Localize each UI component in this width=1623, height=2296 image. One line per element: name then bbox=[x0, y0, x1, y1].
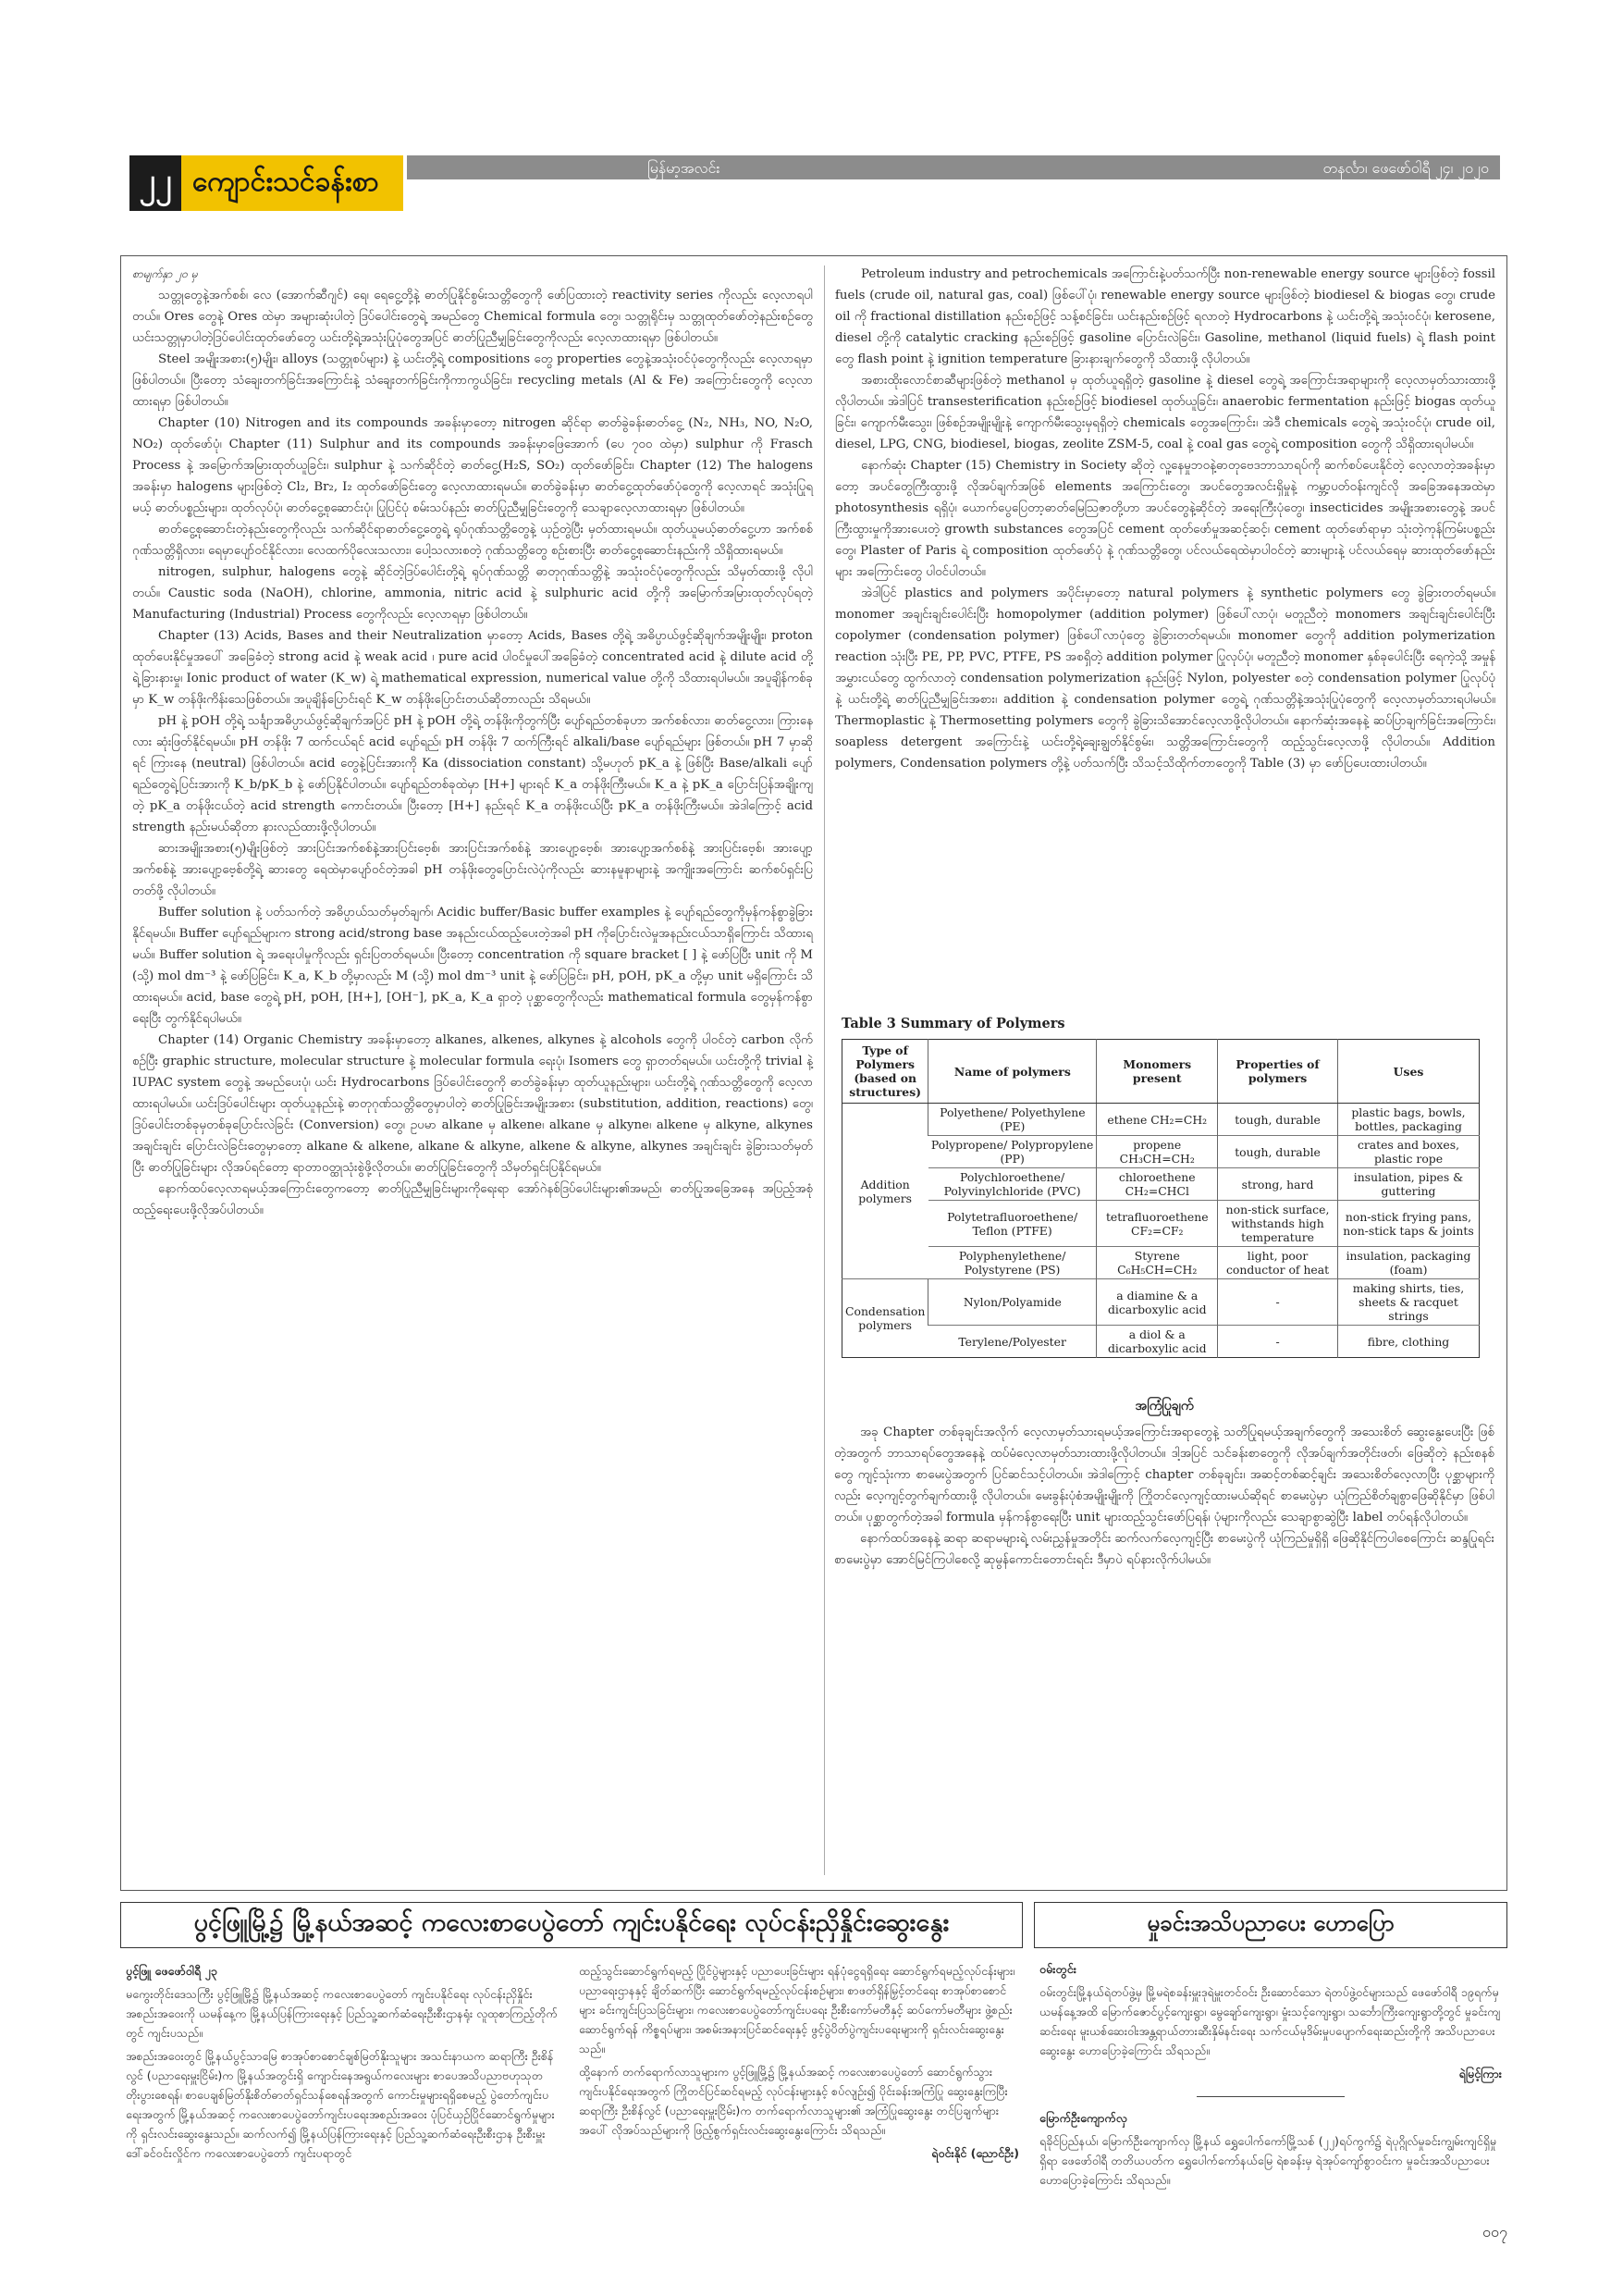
paragraph: အစားထိုးလောင်စာဆီများဖြစ်တဲ့ methanol မှ ထုတ်ယူရရှိတဲ့ gasoline နဲ့ diesel တွေရဲ့ အကြောင်းအရာများကို လေ့လာမှတ်သားထားဖို့လိုပါတယ်။ အဲဒါပြင် transesterification နည်းစဉ်ဖြင့် biodiesel ထုတ်ယူခြင်း၊ anaerobic fermentation နည်းဖြင့် biogas ထုတ်ယူခြင်း၊ ကျောက်မီးသွေး၊ ဖြစ်စဉ်အမျိုးမျိုးနဲ့ ကျောက်မီးသွေးမှရရှိတဲ့ chemicals တွေအကြောင်း၊ အဲဒီ chemicals တွေရဲ့ အသုံးဝင်ပုံ၊ crude oil, diesel, LPG, CNG, biodiesel, biogas, zeolite ZSM-5, coal နဲ့ coal gas တွေရဲ့ composition တွေကို သိရှိထားရပါမယ်။ bbox=[835, 374, 1495, 451]
polymer-name: Polypropene/ Polypropylene (PP) bbox=[928, 1136, 1097, 1168]
side-dateline: ဝမ်းတွင်း bbox=[1039, 1962, 1076, 1976]
polymer-monomer: Styrene C₆H₅CH=CH₂ bbox=[1097, 1247, 1218, 1279]
table-row bbox=[842, 1168, 1480, 1201]
polymer-uses: non-stick frying pans, non-stick taps & joints bbox=[1337, 1201, 1479, 1247]
paragraph: နောက်ထပ်အနေနဲ့ ဆရာ ဆရာမများရဲ့ လမ်းညွှန်မှုအတိုင်း ဆက်လက်လေ့ကျင့်ပြီး စာမေးပွဲကို ယုံကြည်မှုရှိရှိ ဖြေဆိုနိုင်ကြပါစေကြောင်း ဆန္ဒပြုရင်း စာမေးပွဲမှာ အောင်မြင်ကြပါစေလို့ ဆုမွန်ကောင်းတောင်းရင်း ဒီမှာပဲ ရပ်နားလိုက်ပါမယ်။ bbox=[834, 1532, 1494, 1567]
paragraph: နောက်ဆုံး Chapter (15) Chemistry in Society ဆိုတဲ့ လူ့နေမှုဘဝနဲ့ဓာတုဗေဒဘာသာရပ်ကို ဆက်စပ်ပေးနိုင်တဲ့ လေ့လာတဲ့အခန်းမှာတော့ အပင်တွေကြီးထွားဖို့ လိုအပ်ချက်အဖြစ် elements အကြောင်းတွေ၊ အပင်တွေအလင်းရှိမှုနဲ့ ကမ္ဘာ့ပတ်ဝန်းကျင်လို အခြေအနေအထဲမှာ photosynthesis ရရှိပုံ၊ ယောက်ပွေပြေတာ့ဓာတ်မြေသြဇာတို့ဟာ အပင်တွေနဲ့ဆိုင်တဲ့ အရေးကြီးပုံတွေ၊ insecticides အမျိုးအစားတွေနဲ့ အပင်ကြီးထွားမှုကိုအားပေးတဲ့ growth substances တွေအပြင် cement ထုတ်ဖော်မှုအဆင့်ဆင့်၊ cement ထုတ်ဖော်ရာမှာ သုံးတဲ့ကုန်ကြမ်းပစ္စည်းတွေ၊ Plaster of Paris ရဲ့ composition ထုတ်ဖော်ပုံ နဲ့ ဂုဏ်သတ္တိတွေ၊ ပင်လယ်ရေထဲမှာပါဝင်တဲ့ ဆားများနဲ့ ပင်လယ်ရေမှ ဆားထုတ်ဖော်နည်းများ အကြောင်းတွေ ပါဝင်ပါတယ်။ bbox=[835, 459, 1495, 579]
side-body bbox=[1039, 1959, 1502, 2193]
polymer-uses: insulation, pipes & guttering bbox=[1337, 1168, 1479, 1201]
polymer-name: Polyethene/ Polyethylene (PE) bbox=[928, 1104, 1097, 1136]
polymer-properties: light, poor conductor of heat bbox=[1218, 1247, 1338, 1279]
polymer-table-block bbox=[834, 1016, 1494, 1358]
polymer-properties: - bbox=[1218, 1326, 1338, 1358]
table-title: Table 3 Summary of Polymers bbox=[842, 1016, 1065, 1031]
paragraph: ထို့နောက် တက်ရောက်လာသူများက ပွင့်ဖြူမြို့၌ မြို့နယ်အဆင့် ကလေးစာပေပွဲတော် ဆောင်ရွက်သွားကျင်းပနိုင်ရေးအတွက် ကြိုတင်ပြင်ဆင်ရမည့် လုပ်ငန်းများနှင့် စပ်လျဉ်း၍ ပိုင်းခန်းအကြံပြု ဆွေးနွေးကြပြီး ဆရာကြီး ဦးစိန်လွင် (ပညာရေးမှူးငြိမ်း)က တက်ရောက်လာသူများ၏ အကြံပြုဆွေးနွေး တင်ပြချက်များအပေါ် လိုအပ်သည်များကို ဖြည့်စွက်ရှင်းလင်းဆွေးနွေးကြောင်း သိရသည်။ bbox=[579, 2065, 1008, 2137]
news-column-1 bbox=[126, 1961, 560, 2166]
table-header: Properties of polymers bbox=[1218, 1040, 1338, 1104]
paragraph: Chapter (14) Organic Chemistry အခန်းမှာတော့ alkanes, alkenes, alkynes နဲ့ alcohols တွေကို ပါဝင်တဲ့ carbon လိုက်စဉ်ပြီး graphic structure, molecular structure နဲ့ molecular formula ရေးပုံ၊ Isomers တွေ ရှာတတ်ရမယ်။ ယင်းတို့ကို trivial နဲ့ IUPAC system တွေနဲ့ အမည်ပေးပုံ၊ ယင်း Hydrocarbons ဒြပ်ပေါင်းတွေကို ဓာတ်ခွဲခန်းမှာ ထုတ်ယူနည်းများ၊ ယင်းတို့ရဲ့ ဂုဏ်သတ္တိတွေကို လေ့လာထားရပါမယ်။ ယင်းဒြပ်ပေါင်းများ ထုတ်ယူနည်းနဲ့ ဓာတုဂုဏ်သတ္တိတွေမှာပါတဲ့ ဓာတ်ပြုခြင်းအမျိုးအစား (substitution, addition, reactions) တွေ၊ ဒြပ်ပေါင်းတစ်ခုမှတစ်ခုပြောင်းလဲခြင်း (Conversion) တွေ၊ ဥပမာ alkane မှ alkene၊ alkane မှ alkyne၊ alkene မှ alkyne, alkynes အချင်းချင်း ပြောင်းလဲခြင်းတွေမှာတော့ alkane & alkene, alkane & alkyne, alkene & alkyne, alkynes အချင်းချင်း ခွဲခြားသတ်မှတ်ပြီး ဓာတ်ပြုခြင်းများ လိုအပ်ရင်တော့ ရာတာဝတ္ထုသုံးစွဲဖို့လိုတယ်။ ဓာတ်ပြုခြင်းတွေကို သိမှတ်ရှင်းပြနိုင်ရမယ်။ bbox=[132, 1033, 813, 1175]
polymer-type: Addition polymers bbox=[842, 1104, 928, 1279]
table-row bbox=[842, 1247, 1480, 1279]
polymer-uses: fibre, clothing bbox=[1337, 1326, 1479, 1358]
page-number: ၂၂ bbox=[129, 155, 181, 211]
table-row bbox=[842, 1104, 1480, 1136]
polymer-monomer: propene CH₃CH=CH₂ bbox=[1097, 1136, 1218, 1168]
paragraph: အဲဒါပြင် plastics and polymers အပိုင်းမှာတော့ natural polymers နဲ့ synthetic polymers တွေ ခွဲခြားတတ်ရမယ်။ monomer အချင်းချင်းပေါင်းပြီး homopolymer (addition polymer) ဖြစ်ပေါ်လာပုံ၊ မတူညီတဲ့ monomers အချင်းချင်းပေါင်းပြီး copolymer (condensation polymer) ဖြစ်ပေါ်လာပုံတွေ ခွဲခြားတတ်ရမယ်။ monomer တွေကို addition polymerization reaction သုံးပြီး PE, PP, PVC, PTFE, PS အစရှိတဲ့ addition polymer ပြုလုပ်ပုံ၊ မတူညီတဲ့ monomer နှစ်ခုပေါင်းပြီး ရေကဲ့သို့ အမှုန်အမွှားငယ်တွေ ထွက်လာတဲ့ condensation polymerization နည်းဖြင့် Nylon, polyester စတဲ့ condensation polymer ပြုလုပ်ပုံနဲ့ ယင်းတို့ရဲ့ ဓာတ်ပြုညီမျှခြင်းအစား၊ addition နဲ့ condensation polymer တွေရဲ့ ဂုဏ်သတ္တိနဲ့အသုံးပြုပုံတွေကို လေ့လာမှတ်သားရပါမယ်။ Thermoplastic နဲ့ Thermosetting polymers တွေကို ခွဲခြားသိအောင်လေ့လာဖို့လိုပါတယ်။ နောက်ဆုံးအနေနဲ့ ဆပ်ပြာချက်ခြင်းအကြောင်း၊ soapless detergent အကြောင်းနဲ့ ယင်းတို့ရဲ့ချေးချွတ်နိုင်စွမ်း၊ သတ္တိအကြောင်းတွေကို ထည့်သွင်းလေ့လာဖို့ လိုပါတယ်။ Addition polymers, Condensation polymers တို့နဲ့ ပတ်သက်ပြီး သိသင့်သိထိုက်တာတွေကို Table (3) မှာ ဖော်ပြပေးထားပါတယ်။ bbox=[835, 586, 1495, 771]
side-divider bbox=[1197, 2096, 1345, 2097]
polymer-name: Polychloroethene/ Polyvinylchloride (PVC) bbox=[928, 1168, 1097, 1201]
table-row bbox=[842, 1279, 1480, 1326]
side-news bbox=[1034, 1902, 1507, 2244]
paragraph: နောက်ထပ်လေ့လာရမယ့်အကြောင်းတွေကတော့ ဓာတ်ပြုညီမျှခြင်းများကိုရေးရာ အော်ဂဲနစ်ဒြပ်ပေါင်းများ၏အမည်၊ ဓာတ်ပြုအခြေအနေ အပြည့်အစုံ ထည့်ရေးပေးဖို့လိုအပ်ပါတယ်။ bbox=[132, 1182, 813, 1217]
polymer-uses: plastic bags, bowls, bottles, packaging bbox=[1337, 1104, 1479, 1136]
paragraph: nitrogen, sulphur, halogens တွေနဲ့ ဆိုင်တဲ့ဒြပ်ပေါင်းတို့ရဲ့ ရုပ်ဂုဏ်သတ္တိ ဓာတုဂုဏ်သတ္တိနဲ့ အသုံးဝင်ပုံတွေကိုလည်း သိမှတ်ထားဖို့ လိုပါတယ်။ Caustic soda (NaOH), chlorine, ammonia, nitric acid နဲ့ sulphuric acid တို့ကို အမြောက်အမြားထုတ်လုပ်ရတဲ့ Manufacturing (Industrial) Process တွေကိုလည်း လေ့လာရမှာ ဖြစ်ပါတယ်။ bbox=[132, 565, 813, 622]
summary-heading: အကြံပြုချက် bbox=[1135, 1399, 1194, 1413]
section-title: ကျောင်းသင်ခန်းစာ bbox=[181, 155, 403, 211]
polymer-name: Polytetrafluoroethene/ Teflon (PTFE) bbox=[928, 1201, 1097, 1247]
news-headline: ပွင့်ဖြူမြို့၌ မြို့နယ်အဆင့် ကလေးစာပေပွဲတော် ကျင်းပနိုင်ရေး လုပ်ငန်းညှိနှိုင်းဆွေးနွေး bbox=[120, 1902, 1023, 1948]
paragraph: အစည်းအဝေးတွင် မြို့နယ်ပွင့်သာမြေ စာအုပ်စာစောင်ချစ်မြတ်နိုးသူများ အသင်းနာယက ဆရာကြီး ဦးစိန်လွင် (ပညာရေးမှူးငြိမ်း)က မြို့နယ်အတွင်းရှိ ကျောင်းနေအရွယ်ကလေးများ စာပေအသိပညာဗဟုသုတ တိုးပွားစေရန်၊ စာပေချစ်မြတ်နိုးစိတ်ဓာတ်ရှင်သန်စေရန်အတွက် ကောင်းမှုများရရှိစေမည့် ပွဲတော်ကျင်းပရေးအတွက် မြို့နယ်အဆင့် ကလေးစာပေပွဲတော်ကျင်းပရေးအစည်းအဝေး ပုံပြင်ယှဉ်ပြိုင်ဆောင်ရွက်မှုများကို ရှင်းလင်းဆွေးနွေးသည်။ ဆက်လက်၍ မြို့နယ်ပြန်ကြားရေးနှင့် ပြည်သူ့ဆက်ဆံရေးဦးစီးဌာန ဦးစီးမှူး ဒေါ်ခင်ဝင်းလှိုင်က ကလေးစာပေပွဲတော် ကျင်းပရာတွင် bbox=[126, 2049, 555, 2160]
polymer-name: Polyphenylethene/ Polystyrene (PS) bbox=[928, 1247, 1097, 1279]
paragraph: အခု Chapter တစ်ခုချင်းအလိုက် လေ့လာမှတ်သားရမယ့်အကြောင်းအရာတွေနဲ့ သတိပြုရမယ့်အချက်တွေကို အသေးစိတ် ဆွေးနွေးပေးပြီး ဖြစ်တဲ့အတွက် ဘာသာရပ်တွေအနေနဲ့ ထပ်မံလေ့လာမှတ်သားထားဖို့လိုပါတယ်။ ဒါ့အပြင် သင်ခန်းစာတွေကို လိုအပ်ချက်အတိုင်းဖတ်၊ ဖြေဆိုတဲ့ နည်းစနစ်တွေ ကျင့်သုံးကာ စာမေးပွဲအတွက် ပြင်ဆင်သင့်ပါတယ်။ အဲဒါကြောင့် chapter တစ်ခုချင်း၊ အဆင့်တစ်ဆင့်ချင်း အသေးစိတ်လေ့လာပြီး ပုစ္ဆာများကိုလည်း လေ့ကျင့်တွက်ချက်ထားဖို့ လိုပါတယ်။ မေးခွန်းပုံစံအမျိုးမျိုးကို ကြိုတင်လေ့ကျင့်ထားမယ်ဆိုရင် စာမေးပွဲမှာ ယုံကြည်စိတ်ချစွာဖြေဆိုနိုင်မှာ ဖြစ်ပါတယ်။ ပုစ္ဆာတွက်တဲ့အခါ formula မှန်ကန်စွာရေးပြီး unit များထည့်သွင်းဖော်ပြရန်၊ ပုံများကိုလည်း သေချာစွာဆွဲပြီး label တပ်ရန်လိုပါတယ်။ bbox=[834, 1426, 1495, 1524]
side-headline: မှုခင်းအသိပညာပေး ဟောပြော bbox=[1034, 1902, 1507, 1948]
summary-section bbox=[834, 1397, 1494, 1571]
news-signature: ရဲဝင်းနိုင် (ညောင်ဦး) bbox=[931, 2146, 1019, 2160]
paragraph: ရခိုင်ပြည်နယ်၊ မြောက်ဦးကျောက်လှ မြို့နယ် ရွှေပေါက်ကော်မြို့သစ် (၂၂)ရပ်ကွက်၌ ရဲပုဂ္ဂိုလ်မှုခင်းကျွမ်းကျင်ရှိမှုရှိရာ ဖေဖော်ဝါရီ တတိယပတ်က ရွှေပေါက်ကော်နယ်မြေ ရဲစခန်းမှ ရဲအုပ်ကျော်စွာဝင်းက မှုခင်းအသိပညာပေး ဟောပြောခဲ့ကြောင်း သိရသည်။ bbox=[1039, 2134, 1497, 2187]
paragraph: ဓာတ်ငွေ့စုဆောင်းတဲ့နည်းတွေကိုလည်း သက်ဆိုင်ရာဓာတ်ငွေ့တွေရဲ့ ရုပ်ဂုဏ်သတ္တိတွေနဲ့ ယှဉ်တွဲပြီး မှတ်ထားရမယ်။ ထုတ်ယူမယ့်ဓာတ်ငွေ့ဟာ အက်စစ်ဂုဏ်သတ္တိရှိလား၊ ရေမှာပျော်ဝင်နိုင်လား၊ လေထက်ပိုလေးသလား၊ ပေါ့သလားစတဲ့ ဂုဏ်သတ္တိတွေ စဉ်းစားပြီး ဓာတ်ငွေ့စုဆောင်းနည်းကို သိရှိထားရမယ်။ bbox=[132, 523, 813, 558]
polymer-properties: non-stick surface, withstands high temperature bbox=[1218, 1201, 1338, 1247]
article-left-column bbox=[132, 264, 813, 1221]
polymer-uses: insulation, packaging (foam) bbox=[1337, 1247, 1479, 1279]
polymer-monomer: ethene CH₂=CH₂ bbox=[1097, 1104, 1218, 1136]
polymer-name: Terylene/Polyester bbox=[928, 1326, 1097, 1358]
column-divider bbox=[824, 265, 825, 1875]
paragraph: ဆားအမျိုးအစား(၅)မျိုးဖြစ်တဲ့ အားပြင်းအက်စစ်နဲ့အားပြင်းဗေ့စ်၊ အားပြင်းအက်စစ်နဲ့ အားပျော့ဗေ့စ်၊ အားပျော့အက်စစ်နဲ့ အားပြင်းဗေ့စ်၊ အားပျော့အက်စစ်နဲ့ အားပျော့ဗေ့စ်တို့ရဲ့ ဆားတွေ ရေထဲမှာပျော်ဝင်တဲ့အခါ pH တန်ဖိုးတွေပြောင်းလဲပုံကိုလည်း ဆားနမူနာများနဲ့ အကျိုးအကြောင်း ဆက်စပ်ရှင်းပြတတ်ဖို့ လိုပါတယ်။ bbox=[132, 842, 813, 898]
polymer-uses: crates and boxes, plastic rope bbox=[1337, 1136, 1479, 1168]
paragraph: Buffer solution နဲ့ ပတ်သက်တဲ့ အဓိပ္ပာယ်သတ်မှတ်ချက်၊ Acidic buffer/Basic buffer examples နဲ့ ပျော်ရည်တွေကိုမှန်ကန်စွာခွဲခြားနိုင်ရမယ်။ Buffer ပျော်ရည်များက strong acid/strong base အနည်းငယ်ထည့်ပေးတဲ့အခါ pH ကိုပြောင်းလဲမှုအနည်းငယ်သာရှိကြောင်း သိထားရမယ်။ Buffer solution ရဲ့ အရေးပါမှုကိုလည်း ရှင်းပြတတ်ရမယ်။ ပြီးတော့ concentration ကို square bracket [ ] နဲ့ ဖော်ပြပြီး unit ကို M (သို့) mol dm⁻³ နဲ့ ဖော်ပြခြင်း၊ K_a, K_b တို့မှာလည်း M (သို့) mol dm⁻³ unit နဲ့ ဖော်ပြခြင်း၊ pH, pOH, pK_a တို့မှာ unit မရှိကြောင်း သိထားရမယ်။ acid, base တွေရဲ့ pH, pOH, [H+], [OH⁻], pK_a, K_a ရှာတဲ့ ပုစ္ဆာတွေကိုလည်း mathematical formula တွေမှန်ကန်စွာရေးပြီး တွက်နိုင်ရပါမယ်။ bbox=[132, 906, 813, 1026]
polymer-monomer: a diol & a dicarboxylic acid bbox=[1097, 1326, 1218, 1358]
polymer-uses: making shirts, ties, sheets & racquet strings bbox=[1337, 1279, 1479, 1326]
paragraph: pH နဲ့ pOH တို့ရဲ့ သင်္ချာအဓိပ္ပာယ်ဖွင့်ဆိုချက်အပြင် pH နဲ့ pOH တို့ရဲ့ တန်ဖိုးကိုတွက်ပြီး ပျော်ရည်တစ်ခုဟာ အက်စစ်လား၊ ဓာတ်ငွေ့လား၊ ကြားနေလား ဆုံးဖြတ်နိုင်ရမယ်။ pH တန်ဖိုး 7 ထက်ငယ်ရင် acid ပျော်ရည်၊ pH တန်ဖိုး 7 ထက်ကြီးရင် alkali/base ပျော်ရည်များ ဖြစ်တယ်။ pH 7 မှာဆိုရင် ကြားနေ (neutral) ဖြစ်ပါတယ်။ acid တွေနဲ့ပြင်းအားကို Ka (dissociation constant) သို့မဟုတ် pK_a နဲ့ ဖြစ်ပြီး Base/alkali ပျော်ရည်တွေရဲ့ပြင်းအားကို K_b/pK_b နဲ့ ဖော်ပြနိုင်ပါတယ်။ ပျော်ရည်တစ်ခုထဲမှာ [H+] များရင် K_a တန်ဖိုးကြီးမယ်။ K_a နဲ့ pK_a ပြောင်းပြန်အချိုးကျတဲ့ pK_a တန်ဖိုးငယ်တဲ့ acid strength ကောင်းတယ်။ ပြီးတော့ [H+] နည်းရင် K_a တန်ဖိုးငယ်ပြီး pK_a တန်ဖိုးကြီးမယ်။ အဲဒါကြောင့် acid strength နည်းမယ်ဆိုတာ နားလည်ထားဖို့လိုပါတယ်။ bbox=[132, 714, 813, 834]
polymer-name: Nylon/Polyamide bbox=[928, 1279, 1097, 1326]
masthead-bar bbox=[407, 155, 1500, 179]
polymer-properties: tough, durable bbox=[1218, 1104, 1338, 1136]
paragraph: ဝမ်းတွင်းမြို့နယ်ရဲတပ်ဖွဲ့မှ မြို့မရဲစခန်းမှူးဒုရဲမှူးတင်ဝင်း ဦးဆောင်သော ရဲတပ်ဖွဲ့ဝင်များသည် ဖေဖော်ဝါရီ ၁၉ရက်မှ ယမန်နေ့အထိ မြောက်ဇောင်ပွင့်ကျေးရွာ၊ မွေချော်ကျေးရွာ၊ မှုံးသင့်ကျေးရွာ၊ သင်္ဘောကြီးကျေးရွာတို့တွင် မှုခင်းကျဆင်းရေး မူးယစ်ဆေးဝါးအန္တရာယ်တားဆီးနှိမ်နင်းရေး သက်ငယ်မုဒိမ်းမှုပပျောက်ရေးဆည်းတို့ကို အသိပညာပေးဆွေးနွေး ဟောပြောခဲ့ကြောင်း သိရသည်။ bbox=[1039, 1985, 1501, 2057]
side-dateline: မြောက်ဦးကျောက်လှ bbox=[1039, 2111, 1127, 2125]
table-header-row bbox=[842, 1040, 1480, 1104]
polymer-monomer: a diamine & a dicarboxylic acid bbox=[1097, 1279, 1218, 1326]
polymer-type: Condensation polymers bbox=[842, 1279, 928, 1358]
paragraph: သတ္တုတွေနဲ့အက်စစ်၊ လေ (အောက်ဆီဂျင်) ရေ၊ ရေငွေ့တို့နဲ့ ဓာတ်ပြုနိုင်စွမ်းသတ္တိတွေကို ဖော်ပြထားတဲ့ reactivity series ကိုလည်း လေ့လာရပါတယ်။ Ores တွေနဲ့ Ores ထဲမှာ အများဆုံးပါတဲ့ ဒြပ်ပေါင်းတွေရဲ့ အမည်တွေ Chemical formula တွေ၊ သတ္တုရိုင်းမှ သတ္တုထုတ်ဖော်တဲ့နည်းစဉ်တွေ ယင်းသတ္တုမှာပါတဲ့ဒြပ်ပေါင်းထုတ်ဖော်တွေ ယင်းတို့ရဲ့အသုံးပြုပုံတွေအပြင် ဓာတ်ပြုညီမျှခြင်းတွေကိုလည်း လေ့လာထားရမှာ ဖြစ်ပါတယ်။ bbox=[132, 289, 813, 345]
issue-date: တနင်္လာ၊ ဖေဖော်ဝါရီ ၂၄၊ ၂၀၂၀ bbox=[1322, 159, 1489, 177]
table-row bbox=[842, 1201, 1480, 1247]
news-dateline: ပွင့်ဖြူ ဖေဖော်ဝါရီ ၂၃ bbox=[126, 1964, 217, 1978]
paragraph: Chapter (13) Acids, Bases and their Neutralization မှာတော့ Acids, Bases တို့ရဲ့ အဓိပ္ပာယ်ဖွင့်ဆိုချက်အမျိုးမျိုး၊ proton ထုတ်ပေးနိုင်မှုအပေါ် အခြေခံတဲ့ strong acid နဲ့ weak acid ၊ pure acid ပါဝင်မှုပေါ်အခြေခံတဲ့ concentrated acid နဲ့ dilute acid တို့ရဲ့ခြားနားမှု၊ Ionic product of water (K_w) ရဲ့ mathematical expression, numerical value တို့ကို သိထားရပါမယ်။ အပူချိန်ကစ်ခုမှာ K_w တန်ဖိုးကိန်းသေဖြစ်တယ်။ အပူချိန်ပြောင်းရင် K_w တန်ဖိုးပြောင်းတယ်ဆိုတာလည်း သိရမယ်။ bbox=[132, 629, 813, 707]
table-header: Monomers present bbox=[1097, 1040, 1218, 1104]
news-column-2 bbox=[579, 1961, 1019, 2166]
folio-number: ၀၀၇ bbox=[1482, 2223, 1507, 2240]
paragraph: Steel အမျိုးအစား(၅)မျိုး၊ alloys (သတ္တုစပ်များ) နဲ့ ယင်းတို့ရဲ့ compositions တွေ properties တွေနဲ့အသုံးဝင်ပုံတွေကိုလည်း လေ့လာရမှာဖြစ်ပါတယ်။ ပြီးတော့ သံချေးတက်ခြင်းအကြောင်းနဲ့ သံချေးတက်ခြင်းကိုကာကွယ်ခြင်း၊ recycling metals (Al & Fe) အကြောင်းတွေကို လေ့လာထားရမှာ ဖြစ်ပါတယ်။ bbox=[132, 352, 813, 409]
paragraph: ထည့်သွင်းဆောင်ရွက်ရမည့် ပြိုင်ပွဲများနှင့် ပညာပေးခြင်းများ ရန်ပုံငွေရရှိရေး ဆောင်ရွက်ရမည့်လုပ်ငန်းများ၊ ပညာရေးဌာနနှင့် ချိတ်ဆက်ပြီး ဆောင်ရွက်ရမည့်လုပ်ငန်းစဉ်များ၊ စာဖတ်ရှိန်မြှင့်တင်ရေး စာအုပ်စာစောင်များ ခင်းကျင်းပြသခြင်းများ၊ ကလေးစာပေပွဲတော်ကျင်းပရေး ဦးစီးကော်မတီနှင့် ဆပ်ကော်မတီများ ဖွဲ့စည်းဆောင်ရွက်ရန် ကိစ္စရပ်များ၊ အစမ်းအနားပြင်ဆင်ရေးနှင့် ဖွင့်ပွဲပိတ်ပွဲကျင်းပရေးများကို ရှင်းလင်းဆွေးနွေးသည်။ bbox=[579, 1964, 1015, 2055]
polymer-monomer: tetrafluoroethene CF₂=CF₂ bbox=[1097, 1201, 1218, 1247]
masthead bbox=[129, 155, 1500, 218]
paragraph: Petroleum industry and petrochemicals အကြောင်းနဲ့ပတ်သက်ပြီး non-renewable energy source များဖြစ်တဲ့ fossil fuels (crude oil, natural gas, coal) ဖြစ်ပေါ်ပုံ၊ renewable energy source များဖြစ်တဲ့ biodiesel & biogas တွေ၊ crude oil ကို fractional distillation နည်းစဉ်ဖြင့် သန့်စင်ခြင်း၊ ယင်းနည်းစဉ်ဖြင့် ရလာတဲ့ Hydrocarbons နဲ့ ယင်းတို့ရဲ့ အသုံးဝင်ပုံ၊ kerosene, diesel တို့ကို catalytic cracking နည်းစဉ်ဖြင့် gasoline ပြောင်းလဲခြင်း၊ Gasoline, methanol (liquid fuels) ရဲ့ flash point တွေ flash point နဲ့ ignition temperature ခြားနားချက်တွေကို သိထားဖို့ လိုပါတယ်။ bbox=[835, 267, 1495, 366]
news-story bbox=[120, 1902, 1023, 2216]
polymer-properties: - bbox=[1218, 1279, 1338, 1326]
newspaper-name: မြန်မာ့အလင်း bbox=[647, 159, 720, 177]
polymer-properties: tough, durable bbox=[1218, 1136, 1338, 1168]
table-row bbox=[842, 1326, 1480, 1358]
table-row bbox=[842, 1136, 1480, 1168]
table-header: Type of Polymers (based on structures) bbox=[842, 1040, 928, 1104]
polymer-summary-table bbox=[842, 1039, 1480, 1358]
paragraph: Chapter (10) Nitrogen and its compounds အခန်းမှာတော့ nitrogen ဆိုင်ရာ ဓာတ်ခွဲခန်းဓာတ်ငွေ့ (N₂, NH₃, NO, N₂O, NO₂) ထုတ်ဖော်ပုံ၊ Chapter (11) Sulphur and its compounds အခန်းမှာဖြေအောက် (ပေ ၇၀၀ ထဲမှာ) sulphur ကို Frasch Process နဲ့ အမြောက်အမြားထုတ်ယူခြင်း၊ sulphur နဲ့ သက်ဆိုင်တဲ့ ဓာတ်ငွေ့(H₂S, SO₂) ထုတ်ဖော်ခြင်း၊ Chapter (12) The halogens အခန်းမှာ halogens များဖြစ်တဲ့ Cl₂, Br₂, I₂ ထုတ်ဖော်ခြင်းတွေ လေ့လာထားရမယ်။ ဓာတ်ခွဲခန်းမှာ ဓာတ်ငွေ့ထုတ်ဖော်ပုံတွေကို လေ့လာရင် အသုံးပြုရမယ့် ဓာတ်ပစ္စည်းများ၊ ထုတ်လုပ်ပုံ၊ ဓာတ်ငွေ့စုဆောင်းပုံ၊ ပြုပြင်ပုံ စမ်းသပ်နည်း ဓာတ်ပြုညီမျှခြင်းတွေကို သေချာလေ့လာထားရမှာ ဖြစ်ပါတယ်။ bbox=[132, 416, 813, 515]
article-right-column bbox=[835, 264, 1495, 774]
side-signature: ရဲမြင့်ကြား bbox=[1458, 2067, 1502, 2080]
table-header: Name of polymers bbox=[928, 1040, 1097, 1104]
continued-label: စာမျက်နှာ ၂၀ မှ bbox=[132, 267, 198, 280]
polymer-properties: strong, hard bbox=[1218, 1168, 1338, 1201]
polymer-monomer: chloroethene CH₂=CHCl bbox=[1097, 1168, 1218, 1201]
paragraph: မကွေးတိုင်းဒေသကြီး ပွင့်ဖြူမြို့၌ မြို့နယ်အဆင့် ကလေးစာပေပွဲတော် ကျင်းပနိုင်ရေး လုပ်ငန်းညှိနှိုင်းအစည်းအဝေးကို ယမန်နေ့က မြို့နယ်ပြန်ကြားရေးနှင့် ပြည်သူ့ဆက်ဆံရေးဦးစီးဌာနရုံး လူထုစာကြည့်တိုက်တွင် ကျင်းပသည်။ bbox=[126, 1987, 558, 2040]
table-header: Uses bbox=[1337, 1040, 1479, 1104]
